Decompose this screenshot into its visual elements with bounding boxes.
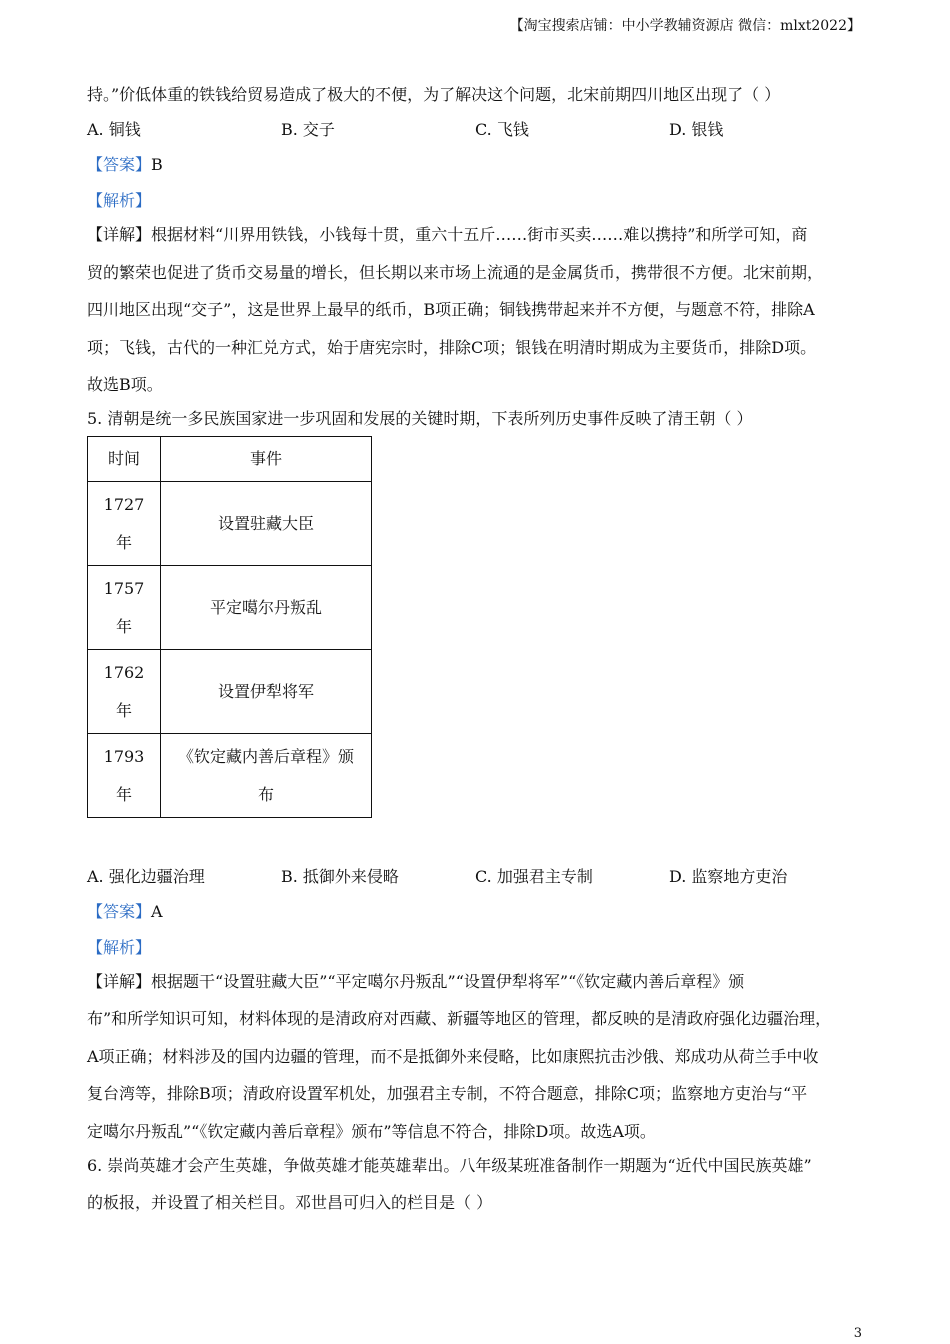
detail-text: 根据材料“川界用铁钱，小钱每十贯，重六十五斤……街市买卖……难以携持”和所学可知，商 — [151, 225, 808, 244]
q4-stem: 持。”价低体重的铁钱给贸易造成了极大的不便，为了解决这个问题，北宋前期四川地区出现了（ ） — [87, 85, 781, 104]
year-unit: 年 — [115, 616, 132, 636]
table-header-row — [88, 437, 372, 482]
year-text: 1793 — [103, 746, 145, 766]
table-cell-year — [88, 650, 161, 734]
year-unit: 年 — [115, 784, 132, 804]
q5-detail-line: 布”和所学知识可知，材料体现的是清政府对西藏、新疆等地区的管理，都反映的是清政府强化边疆治理， — [87, 1009, 832, 1028]
answer-tag: 【答案】 — [87, 902, 152, 921]
page-header: 【淘宝搜索店铺：中小学教辅资源店 微信：mlxt2022】 — [509, 18, 861, 34]
q4-detail-line: 故选B项。 — [87, 375, 163, 394]
answer-value: A — [151, 902, 163, 921]
q4-option-b: B. 交子 — [281, 120, 335, 139]
q5-answer — [87, 899, 163, 922]
q4-analysis-tag: 【解析】 — [87, 191, 152, 210]
table-row — [88, 482, 372, 566]
q4-detail-line: 项；飞钱，古代的一种汇兑方式，始于唐宪宗时，排除C项；银钱在明清时期成为主要货币，排除D项。 — [87, 338, 817, 357]
table-cell-event: 平定噶尔丹叛乱 — [161, 566, 372, 650]
q4-answer — [87, 152, 163, 175]
year-unit: 年 — [115, 532, 132, 552]
table-cell-year — [88, 734, 161, 818]
q4-option-c: C. 飞钱 — [475, 120, 529, 139]
table-cell-event: 设置驻藏大臣 — [161, 482, 372, 566]
answer-tag: 【答案】 — [87, 155, 152, 174]
event-text: 《钦定藏内善后章程》颁 — [177, 746, 354, 766]
q5-stem: 5. 清朝是统一多民族国家进一步巩固和发展的关键时期，下表所列历史事件反映了清王朝（ ） — [87, 409, 753, 428]
table-row — [88, 650, 372, 734]
q5-detail-line: 复台湾等，排除B项；清政府设置军机处，加强君主专制，不符合题意，排除C项；监察地方吏治与“平 — [87, 1084, 808, 1103]
q5-option-b: B. 抵御外来侵略 — [281, 867, 399, 886]
q6-stem-line: 的板报，并设置了相关栏目。邓世昌可归入的栏目是（ ） — [87, 1193, 493, 1212]
year-unit: 年 — [115, 700, 132, 720]
q5-detail-line: 定噶尔丹叛乱”“《钦定藏内善后章程》颁布”等信息不符合，排除D项。故选A项。 — [87, 1122, 656, 1141]
q5-analysis-tag: 【解析】 — [87, 938, 152, 957]
table-cell-year — [88, 482, 161, 566]
table-row — [88, 734, 372, 818]
event-text-cont: 布 — [257, 784, 274, 804]
detail-tag: 【详解】 — [87, 225, 152, 244]
q5-option-a: A. 强化边疆治理 — [87, 867, 205, 886]
q4-detail-line — [87, 222, 807, 245]
detail-text: 根据题干“设置驻藏大臣”“平定噶尔丹叛乱”“设置伊犁将军”“《钦定藏内善后章程》颁 — [151, 972, 745, 991]
table-cell-event — [161, 734, 372, 818]
q5-option-d: D. 监察地方吏治 — [669, 867, 788, 886]
q4-detail-line: 贸的繁荣也促进了货币交易量的增长，但长期以来市场上流通的是金属货币，携带很不方便。北宋前期， — [87, 263, 824, 282]
table-header-time: 时间 — [88, 437, 161, 482]
q5-detail-line: A项正确；材料涉及的国内边疆的管理，而不是抵御外来侵略，比如康熙抗击沙俄、郑成功从荷兰手中收 — [87, 1047, 819, 1066]
page-number: 3 — [853, 1326, 862, 1341]
table-cell-year — [88, 566, 161, 650]
year-text: 1727 — [103, 494, 145, 514]
detail-tag: 【详解】 — [87, 972, 152, 991]
q6-stem-line: 6. 崇尚英雄才会产生英雄，争做英雄才能英雄辈出。八年级某班准备制作一期题为“近代中国民族英雄” — [87, 1156, 812, 1175]
q5-detail-line — [87, 969, 744, 992]
table-row — [88, 566, 372, 650]
q4-option-a: A. 铜钱 — [87, 120, 141, 139]
answer-value: B — [151, 155, 163, 174]
events-table — [87, 436, 372, 818]
q4-option-d: D. 银钱 — [669, 120, 724, 139]
table-header-event: 事件 — [161, 437, 372, 482]
year-text: 1762 — [103, 662, 145, 682]
table-cell-event: 设置伊犁将军 — [161, 650, 372, 734]
q5-option-c: C. 加强君主专制 — [475, 867, 593, 886]
q4-detail-line: 四川地区出现“交子”，这是世界上最早的纸币，B项正确；铜钱携带起来并不方便，与题意不符，排除A — [87, 300, 815, 319]
year-text: 1757 — [103, 578, 145, 598]
